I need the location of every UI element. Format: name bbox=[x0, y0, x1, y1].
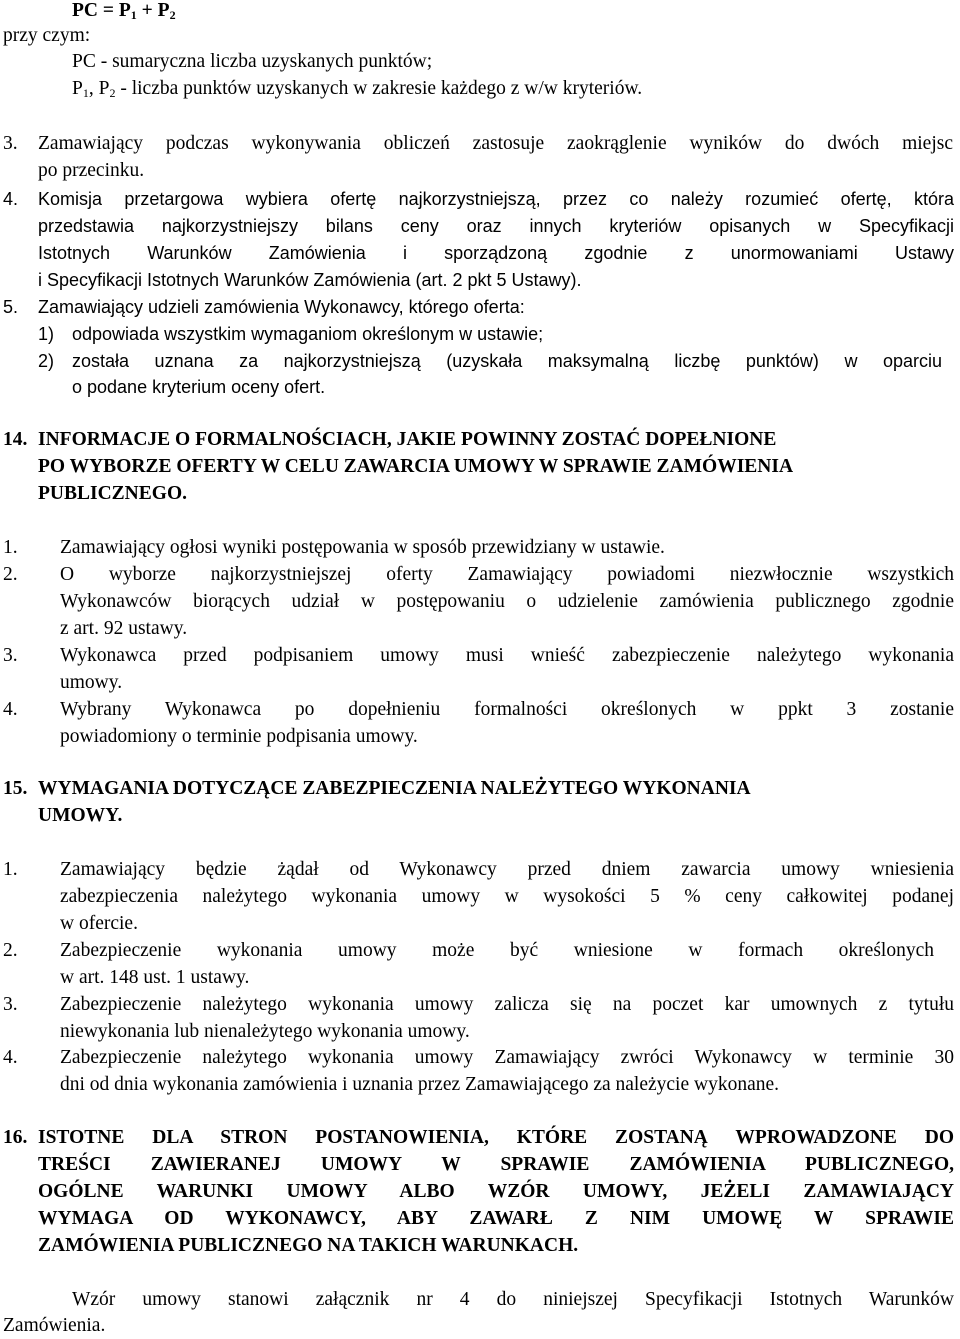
list-item-text: z art. 92 ustawy. bbox=[60, 618, 188, 639]
list-item-text: przedstawia najkorzystniejszy bilans ceny oraz innych kryteriów opisanych w Specyfikacji bbox=[38, 216, 954, 236]
list-item-text: Wybrany Wykonawca po dopełnieniu formalności określonych w ppkt 3 zostanie bbox=[60, 699, 954, 720]
list-item-text: Zamawiający będzie żądał od Wykonawcy przed dniem zawarcia umowy wniesienia bbox=[60, 859, 954, 880]
sub-item-number: 1) bbox=[38, 324, 55, 344]
sub-item-text: odpowiada wszystkim wymaganiom określonym w ustawie; bbox=[72, 324, 544, 344]
list-item-text: Wykonawców biorących udział w postępowaniu o udzielenie zamówienia publicznego zgodnie bbox=[60, 591, 954, 612]
pc-definition: PC - sumaryczna liczba uzyskanych punktów; bbox=[72, 51, 433, 72]
list-item-text: Zamawiający udzieli zamówienia Wykonawcy, którego oferta: bbox=[38, 297, 525, 317]
section-heading: ISTOTNE DLA STRON POSTANOWIENIA, KTÓRE ZOSTANĄ WPROWADZONE DO bbox=[38, 1127, 954, 1148]
section-number: 14. bbox=[3, 429, 28, 450]
section-number: 16. bbox=[3, 1127, 28, 1148]
przy-czym-label: przy czym: bbox=[3, 25, 91, 46]
body-paragraph: Zamówienia. bbox=[3, 1315, 106, 1336]
p-definition: $P_1$, $P_2$ - liczba punktów uzyskanych w zakresie każdego z w/w kryteriów. bbox=[72, 78, 643, 100]
list-item-number: 2. bbox=[3, 940, 18, 961]
list-item-number: 5. bbox=[3, 297, 19, 317]
list-item-number: 3. bbox=[3, 133, 18, 154]
section-heading: OGÓLNE WARUNKI UMOWY ALBO WZÓR UMOWY, JEŻELI ZAMAWIAJĄCY bbox=[38, 1181, 954, 1202]
formula: PC = $P_1 + P_2$ bbox=[72, 0, 176, 22]
sub-item-text: o podane kryterium oceny ofert. bbox=[72, 377, 326, 397]
section-heading: PUBLICZNEGO. bbox=[38, 483, 187, 504]
section-heading: ZAMÓWIENIA PUBLICZNEGO NA TAKICH WARUNKACH. bbox=[38, 1235, 579, 1256]
list-item-number: 3. bbox=[3, 645, 18, 666]
list-item-number: 1. bbox=[3, 859, 18, 880]
list-item-text: Istotnych Warunków Zamówienia i sporządzoną zgodnie z unormowaniami Ustawy bbox=[38, 243, 954, 263]
section-number: 15. bbox=[3, 778, 28, 799]
list-item-text: dni od dnia wykonania zamówienia i uznania przez Zamawiającego za należycie wykonane. bbox=[60, 1074, 780, 1095]
list-item-text: Zabezpieczenie należytego wykonania umowy Zamawiający zwróci Wykonawcy w terminie 30 bbox=[60, 1047, 954, 1068]
body-paragraph: Wzór umowy stanowi załącznik nr 4 do niniejszej Specyfikacji Istotnych Warunków bbox=[72, 1289, 954, 1310]
list-item-number: 4. bbox=[3, 1047, 18, 1068]
list-item-text: Wykonawca przed podpisaniem umowy musi wnieść zabezpieczenie należytego wykonania bbox=[60, 645, 954, 666]
sub-item-number: 2) bbox=[38, 351, 55, 371]
list-item-text: powiadomiony o terminie podpisania umowy. bbox=[60, 726, 418, 747]
sub-item-text: została uznana za najkorzystniejszą (uzyskała maksymalną liczbę punktów) w oparciu bbox=[72, 351, 942, 371]
list-item-number: 4. bbox=[3, 699, 18, 720]
list-item-text: w ofercie. bbox=[60, 913, 138, 934]
section-heading: PO WYBORZE OFERTY W CELU ZAWARCIA UMOWY W SPRAWIE ZAMÓWIENIA bbox=[38, 456, 794, 477]
list-item-text: Zamawiający ogłosi wyniki postępowania w sposób przewidziany w ustawie. bbox=[60, 537, 665, 558]
list-item-text: umowy. bbox=[60, 672, 123, 693]
section-heading: WYMAGA OD WYKONAWCY, ABY ZAWARŁ Z NIM UMOWĘ W SPRAWIE bbox=[38, 1208, 954, 1229]
list-item-text: Zamawiający podczas wykonywania obliczeń zastosuje zaokrąglenie wyników do dwóch miejsc bbox=[38, 133, 953, 154]
list-item-number: 4. bbox=[3, 189, 19, 209]
list-item-text: Zabezpieczenie wykonania umowy może być wniesione w formach określonych bbox=[60, 940, 934, 961]
section-heading: TREŚCI ZAWIERANEJ UMOWY W SPRAWIE ZAMÓWIENIA PUBLICZNEGO, bbox=[38, 1154, 954, 1175]
list-item-text: po przecinku. bbox=[38, 160, 145, 181]
section-heading: INFORMACJE O FORMALNOŚCIACH, JAKIE POWINNY ZOSTAĆ DOPEŁNIONE bbox=[38, 429, 777, 450]
list-item-number: 1. bbox=[3, 537, 18, 558]
list-item-text: zabezpieczenia należytego wykonania umowy w wysokości 5 % ceny całkowitej podanej bbox=[60, 886, 954, 907]
list-item-text: Zabezpieczenie należytego wykonania umowy zalicza się na poczet kar umownych z tytułu bbox=[60, 994, 954, 1015]
list-item-number: 2. bbox=[3, 564, 18, 585]
list-item-text: w art. 148 ust. 1 ustawy. bbox=[60, 967, 250, 988]
section-heading: UMOWY. bbox=[38, 805, 123, 826]
list-item-text: niewykonania lub nienależytego wykonania umowy. bbox=[60, 1021, 470, 1042]
list-item-text: O wyborze najkorzystniejszej oferty Zamawiający powiadomi niezwłocznie wszystkich bbox=[60, 564, 954, 585]
list-item-text: Komisja przetargowa wybiera ofertę najkorzystniejszą, przez co należy rozumieć ofertę, która bbox=[38, 189, 954, 209]
list-item-text: i Specyfikacji Istotnych Warunków Zamówienia (art. 2 pkt 5 Ustawy). bbox=[38, 270, 582, 290]
section-heading: WYMAGANIA DOTYCZĄCE ZABEZPIECZENIA NALEŻYTEGO WYKONANIA bbox=[38, 778, 751, 799]
list-item-number: 3. bbox=[3, 994, 18, 1015]
